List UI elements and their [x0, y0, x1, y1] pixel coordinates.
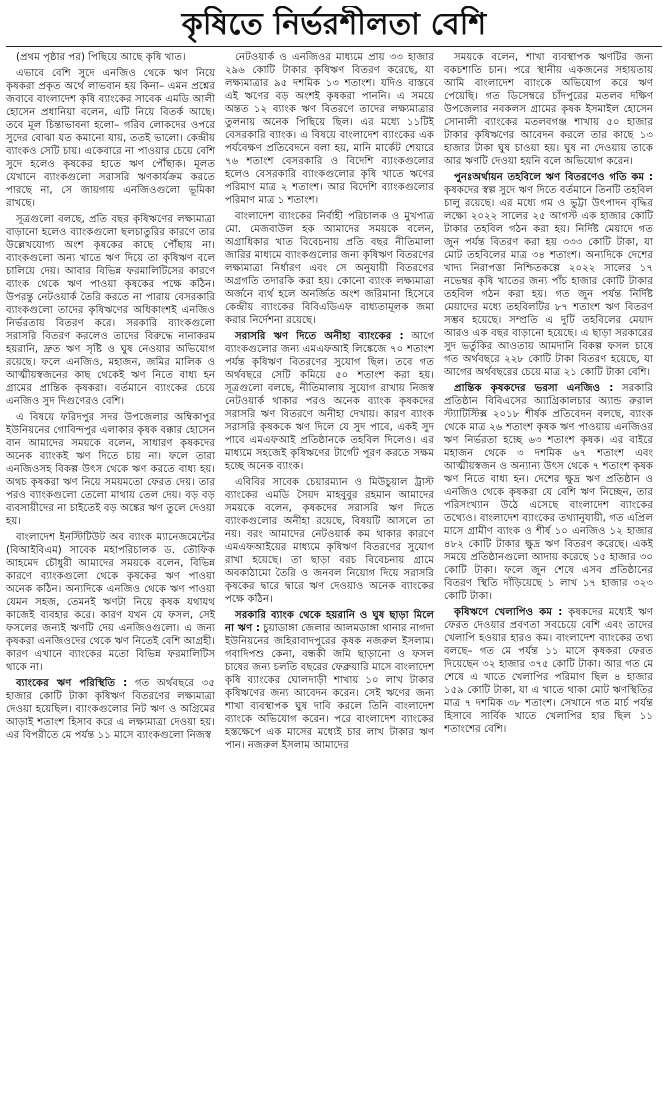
- article-paragraph: এবিবির সাবেক চেয়ারম্যান ও মিউচুয়াল ট্রাস্ট ব্যাংকের এমডি সৈয়দ মাহবুবুর রহমান আমাদের সময়কে বলেন, কৃষকদের সরাসরি ঋণ দিতে ব্যাংকগুলোর অনীহা রয়েছে, বিষয়টি আসলে তা নয়। বরং আমাদের নেটওয়ার্ক কম থাকার কারণে এমএফআইয়ের মাধ্যমে কৃষিঋণ বিতরণের সুযোগ রাখা হয়েছে। তা ছাড়া বরচ বিবেচনায় গ্রামে অবকাঠামো তৈরি ও জনবল নিয়োগ দিয়ে সরাসরি কৃষকের দ্বারে দ্বারে ঋণ দেওয়াও অনেক ব্যাংকের পক্ষে কঠিন।: [225, 477, 434, 605]
- article-paragraph: প্রান্তিক কৃষকদের ভরসা এনজিও : সরকারি প্রতিষ্ঠান বিবিএসের অ্যাগ্রিকালচার অ্যান্ড রুরাল স্ট্যাটিস্টিক্স ২০১৮ শীর্ষক প্রতিবেদন বলছে, ব্যাংক থেকে মাত্র ২৬ শতাংশ কৃষক ঋণ পাওয়ায় এনজিওর ঋণ নির্ভরতা হচ্ছে ৬৩ শতাংশ কৃষক। এর বাইরে মহাজন থেকে ৩ দশমিক ৬৭ শতাংশ এবং আত্মীয়স্বজন ও অন্যান্য উৎস থেকে ৭ শতাংশ কৃষক ঋণ নিতে বাধ্য হন। দেশের ক্ষুদ্র ঋণ প্রতিষ্ঠান ও এনজিও থেকে কৃষকরা যে বেশি ঋণ নিচ্ছেন, তার পরিসংখ্যান উঠে এসেছে বাংলাদেশ ব্যাংকের তথ্যেও। বাংলাদেশ ব্যাংকের তথ্যানুযায়ী, গত এপ্রিল মাসে গ্রামীণ ব্যাংক ও শীর্ষ ১০ এনজিও ১২ হাজার ৪৮২ কোটি টাকার ক্ষুদ্র ঋণ বিতরণ করেছে। একই সময়ে প্রতিষ্ঠানগুলো আদায় করেছে ১৫ হাজার ৩০ কোটি টাকা। ফলে জুন শেষে এসব প্রতিষ্ঠানের বিতরণ স্থিতি দাঁড়িয়েছে ১ লাখ ১৭ হাজার ৩২৩ কোটি টাকা।: [444, 383, 653, 602]
- article-paragraph: এভাবে বেশি সুদে এনজিও থেকে ঋণ নিয়ে কৃষকরা প্রকৃত অর্থে লাভবান হয় কিনা– এমন প্রশ্নের জবাবে বাংলাদেশ কৃষি ব্যাংকের সাবেক এমডি আলী হোসেন প্রধানিয়া বলেন, এটি নিয়ে বিতর্ক আছে। তবে মূল চিন্তাভাবনা হলো– গরিব লোকদের ওপরে সুদের বোঝা যত কমানো যায়, ততই ভালো। কেন্দ্রীয় ব্যাংকও সেটি চায়। একেবারে না পাওয়ার চেয়ে বেশি সুদে হলেও কৃষকের হাতে ঋণ পৌঁছাক। মূলত যেখানে ব্যাংকগুলো সরাসরি ঋণকার্যক্রম করতে পারছে না, সে জায়গায় এনজিওগুলো ভূমিকা রাখছে।: [6, 68, 215, 209]
- column-3: [444, 51, 653, 1101]
- article-paragraph: পুনঃঅর্থায়ন তহবিলে ঋণ বিতরণেও গতি কম : কৃষকদের স্বল্প সুদে ঋণ দিতে বর্তমানে তিনটি তহবিল চালু রয়েছে। এর মধ্যে গম ও ভুট্টা উৎপাদন বৃদ্ধির লক্ষ্যে ২০২২ সালের ২৫ আগস্ট এক হাজার কোটি টাকার তহবিল গঠন করা হয়। নির্দিষ্ট মেয়াদে গত জুন পর্যন্ত বিতরণ করা হয় ৩৩৩ কোটি টাকা, যা মোট তহবিলের মাত্র ৩৪ শতাংশ। অন্যদিকে দেশের খাদ্য নিরাপত্তা নিশ্চিতকল্পে ২০২২ সালের ১৭ নভেম্বর কৃষি খাতের জন্য পাঁচ হাজার কোটি টাকার তহবিল গঠন করা হয়। গত জুন পর্যন্ত নির্দিষ্ট মেয়াদের মধ্যে তহবিলটির ৮৭ শতাংশ ঋণ বিতরণ সম্ভব হয়েছে। সম্প্রতি এ দুটি তহবিলের মেয়াদ আরও এক বছর বাড়ানো হয়েছে। এ ছাড়া সরকারের সুদ ভর্তুকির আওতায় আমদানি বিকল্প ফসল চাষে গত অর্থবছরে ২২৮ কোটি টাকা বিতরণ হয়েছে, যা আগের অর্থবছরের চেয়ে মাত্র ২১ কোটি টাকা বেশি।: [444, 172, 653, 378]
- column-2: [225, 51, 434, 1101]
- article-paragraph: বাংলাদেশ ইনস্টিটিউট অব ব্যাংক ম্যানেজমেন্টের (বিআইবিএম) সাবেক মহাপরিচালক ড. তৌফিক আহমেদ চৌধুরী আমাদের সময়কে বলেন, বিভিন্ন কারণে ব্যাংকগুলো থেকে কৃষকের ঋণ পাওয়া অনেক কঠিন। অন্যদিকে এনজিও থেকে ঋণ পাওয়া যেমন সহজ, তেমনই ঋণটা নিয়ে কৃষক যথাযথ কাজেই ব্যবহার করে। কারণ যখন যে ফসল, সেই ফসলের জন্যই ঋণটি দেয় এনজিওগুলো। এ জন্য কৃষকরা এনজিওদের থেকে ঋণ নিতেই বেশি আগ্রহী। কারণ এখানে ব্যাংকের মতো বিভিন্ন ফরমালিটিস থাকে না।: [6, 532, 215, 673]
- article-paragraph: এ বিষয়ে ফরিদপুর সদর উপজেলার অম্বিকাপুর ইউনিয়নের গোবিন্দপুর এলাকার কৃষক বক্কার হোসেন বান আমাদের সময়কে বলেন, সাধারণ কৃষকদের অনেক ব্যাংকই ঋণ দিতে চায় না। ফলে তারা এনজিওসহ বিকল্প উৎস থেকে ঋণ করতে বাধ্য হয়। অথচ কৃষকরা ঋণ নিয়ে সময়মতো ফেরত দেয়। তার পরও ব্যাংকগুলো তেলো মাথায় তেল দেয়। বড় বড় ব্যবসায়ীদের না চাইতেই বড় অঙ্কের ঋণ তুলে দেওয়া হয়।: [6, 412, 215, 527]
- section-subheading: সরাসরি ঋণ দিতে অনীহা ব্যাংকের :: [235, 331, 404, 342]
- article-columns: [6, 51, 662, 1101]
- column-1: [6, 51, 215, 1101]
- headline-divider: [6, 46, 662, 47]
- article-paragraph: (প্রথম পৃষ্ঠার পর) পিছিয়ে আছে কৃষি খাত।: [16, 52, 186, 63]
- article-paragraph: বাংলাদেশ ব্যাংকের নির্বাহী পরিচালক ও মুখপাত্র মো. মেজবাউল হক আমাদের সময়কে বলেন, অগ্রাধিকার খাত বিবেচনায় প্রতি বছর নীতিমালা জারির মাধ্যমে ব্যাংকগুলোর জন্য কৃষিঋণ বিতরণের লক্ষ্যমাত্রা নির্ধারণ এবং সে অনুযায়ী বিতরণের অগ্রগতি তদারকি করা হয়। কোনো ব্যাংক লক্ষ্যমাত্রা অর্জনে ব্যর্থ হলে অনর্জিত অংশ জরিমানা হিসেবে কেন্দ্রীয় ব্যাংকের বিবিএডিএফ বাধ্যতামূলক জমা করার নির্দেশনা রয়েছে।: [225, 211, 434, 326]
- section-subheading: প্রান্তিক কৃষকদের ভরসা এনজিও :: [454, 383, 614, 394]
- article-paragraph: সরাসরি ঋণ দিতে অনীহা ব্যাংকের : আগে ব্যাংকগুলোর জন্য এমএফআই লিঙ্কেজে ৭০ শতাংশ পর্যন্ত কৃষিঋণ বিতরণের সুযোগ ছিল। তবে গত অর্থবছরে সেটি কমিয়ে ৫০ শতাংশ করা হয়। সূত্রগুলো বলছে, নীতিমালায় সুযোগ রাখায় নিজস্ব নেটওয়ার্ক থাকার পরও অনেক ব্যাংক কৃষকদের সরাসরি ঋণ বিতরণে অনীহা দেখায়। কারণ ব্যাংক সরাসরি কৃষককে ঋণ দিলে যে সুদ পাবে, একই সুদ পাবে এমএফআই প্রতিষ্ঠানকে তহবিল দিলেও। এর মাধ্যমে সহজেই কৃষিঋণের টার্গেট পূরণ করতে সক্ষম হচ্ছে অনেক ব্যাংক।: [225, 331, 434, 472]
- headline: কৃষিতে নির্ভরশীলতা বেশি: [181, 7, 487, 42]
- article-paragraph: কৃষিঋণে খেলাপিও কম : কৃষকদের মধ্যেই ঋণ ফেরত দেওয়ার প্রবণতা সবচেয়ে বেশি এবং তাদের খেলাপি হওয়ার হারও কম। বাংলাদেশ ব্যাংকের তথ্য বলছে– গত মে পর্যন্ত ১১ মাসে কৃষকরা ফেরত দিয়েছেন ৩২ হাজার ৩৭৫ কোটি টাকা। আর গত মে শেষে এ খাতে খেলাপির পরিমাণ ছিল ৪ হাজার ১৫৯ কোটি টাকা, যা এ খাতে থাকা মোট ঋণস্থিতির মাত্র ৭ দশমিক ৩৮ শতাংশ। সেখানে গত মার্চ পর্যন্ত হিসাবে সার্বিক খাতে খেলাপির হার ছিল ১১ শতাংশের বেশি।: [444, 607, 653, 735]
- article-paragraph: সময়কে বলেন, শাখা ব্যবস্থাপক ঋণটির জন্য বকচশাতি চান। পরে স্থানীয় একজনের সহায়তায় আমি বাংলাদেশ ব্যাংকে অভিযোগ করে ঋণ পেয়েছি। গত ডিসেম্বরে চাঁদপুরের মতলব দক্ষিণ উপজেলার নবকলস গ্রামের কৃষক ইসমাইল হোসেন সোনালী ব্যাংকের মতলবগঞ্জ শাখায় ৫০ হাজার টাকার কৃষিঋণের আবেদন করলে তার কাছে ১৩ হাজার টাকা ঘুষ চাওয়া হয়। ঘুষ না দেওয়ায় তাকে আর ঋণটি দেওয়া হয়নি বলে অভিযোগ করেন।: [444, 52, 653, 167]
- article-paragraph: সূত্রগুলো বলছে, প্রতি বছর কৃষিঋণের লক্ষ্যমাত্রা বাড়ানো হলেও ব্যাংকগুলো ছলচাতুরির কারণে তার উল্লেখযোগ্য অংশ কৃষকের কাছে পৌঁছায় না। ব্যাংকগুলো অন্য খাতে ঋণ দিয়ে তা কৃষিঋণ বলে চালিয়ে দেয়। আবার বিভিন্ন ফরমালিটিসের কারণে ব্যাংক থেকে ঋণ পাওয়া কৃষকের পক্ষে কঠিন। উপরন্তু নেটওয়ার্ক তৈরি করতে না পারায় বেসরকারি ব্যাংকগুলো তাদের কৃষিঋণের অধিকাংশই এনজিও নির্ভরতায় বিতরণ করে। সরকারি ব্যাংকগুলো সরাসরি বিতরণ করলেও তাদের বিরুদ্ধে নানাকরম হয়রানি, দ্রুত ঋণ সৃষ্টি ও ঘুষ নেওয়ার অভিযোগ রয়েছে। ফলে এনজিও, মহাজন, জমির মালিক ও আত্মীয়স্বজনের কাছ থেকেই ঋণ নিতে বাধ্য হন গ্রামের প্রান্তিক কৃষকরা। বর্তমানে ব্যাংকের চেয়ে এনজিও সুদ দিগুণেরও বেশি।: [6, 214, 215, 407]
- article-paragraph: নেটওয়ার্ক ও এনজিওর মাধ্যমে প্রায় ৩৩ হাজার ২৯৬ কোটি টাকার কৃষিঋণ বিতরণ করেছে, যা লক্ষ্যমাত্রার ৯৫ দশমিক ১৩ শতাংশ। যদিও বাস্তবে এই ঋণের বড় অংশই কৃষকরা পাননি। এ সময়ে অন্তত ১২ ব্যাংক ঋণ বিতরণে তাদের লক্ষ্যমাত্রার তুলনায় অনেক পিছিয়ে ছিল। এর মধ্যে ১১টিই বেসরকারি ব্যাংক। এ বিষয়ে বাংলাদেশ ব্যাংকের এক পর্যবেক্ষণ প্রতিবেদনে বলা হয়, মানি মার্কেট শেয়ারে ৭৬ শতাংশ বেসরকারি ও বিদেশি ব্যাংকগুলোর হলেও বেসরকারি ব্যাংকগুলোর কৃষি খাতে ঋণের পরিমাণ মাত্র ২ শতাংশ। আর বিদেশি ব্যাংকগুলোর পরিমাণ মাত্র ১ শতাংশ।: [225, 52, 434, 206]
- section-subheading: ব্যাংকের ঋণ পরিস্থিতি :: [16, 678, 128, 689]
- section-subheading: পুনঃঅর্থায়ন তহবিলে ঋণ বিতরণেও গতি কম :: [454, 172, 653, 183]
- section-subheading: কৃষিঋণে খেলাপিও কম :: [454, 607, 563, 618]
- article-paragraph: ব্যাংকের ঋণ পরিস্থিতি : গত অর্থবছরে ৩৫ হাজার কোটি টাকা কৃষিঋণ বিতরণের লক্ষ্যমাত্রা দেওয়া হয়েছিল। ব্যাংকগুলোর নিট ঋণ ও অগ্রিমের আড়াই শতাংশ হিসাব করে এ লক্ষ্যমাত্রা দেওয়া হয়। এর বিপরীতে মে পর্যন্ত ১১ মাসে ব্যাংকগুলো নিজস্ব: [6, 678, 215, 741]
- article-paragraph: সরকারি ব্যাংক থেকে হয়রানি ও ঘুষ ছাড়া মিলে না ঋণ : চুয়াডাঙ্গা জেলার আলমডাঙ্গা থানার নাগদা ইউনিয়নের জহিরাবাদপুরের কৃষক নজরুল ইসলাম। গবাদিপশু কেনা, বন্ধকী জমি ছাড়ানো ও ফসল চাষের জন্য চলতি বছরের ফেব্রুয়ারি মাসে বাংলাদেশ কৃষি ব্যাংকের ঘোলদাড়ী শাখায় ১০ লাখ টাকার কৃষিঋণের জন্য আবেদন করেন। সেই ঋণের জন্য শাখা ব্যবস্থাপক ঘুষ দাবি করলে তিনি বাংলাদেশ ব্যাংকে অভিযোগ করেন। পরে বাংলাদেশ ব্যাংকের হস্তক্ষেপে এক মাসের মধ্যেই চার লাখ টাকার ঋণ পান। নজরুল ইসলাম আমাদের: [225, 610, 434, 751]
- section-subheading: সরকারি ব্যাংক থেকে হয়রানি ও ঘুষ ছাড়া মিলে না ঋণ :: [225, 610, 434, 634]
